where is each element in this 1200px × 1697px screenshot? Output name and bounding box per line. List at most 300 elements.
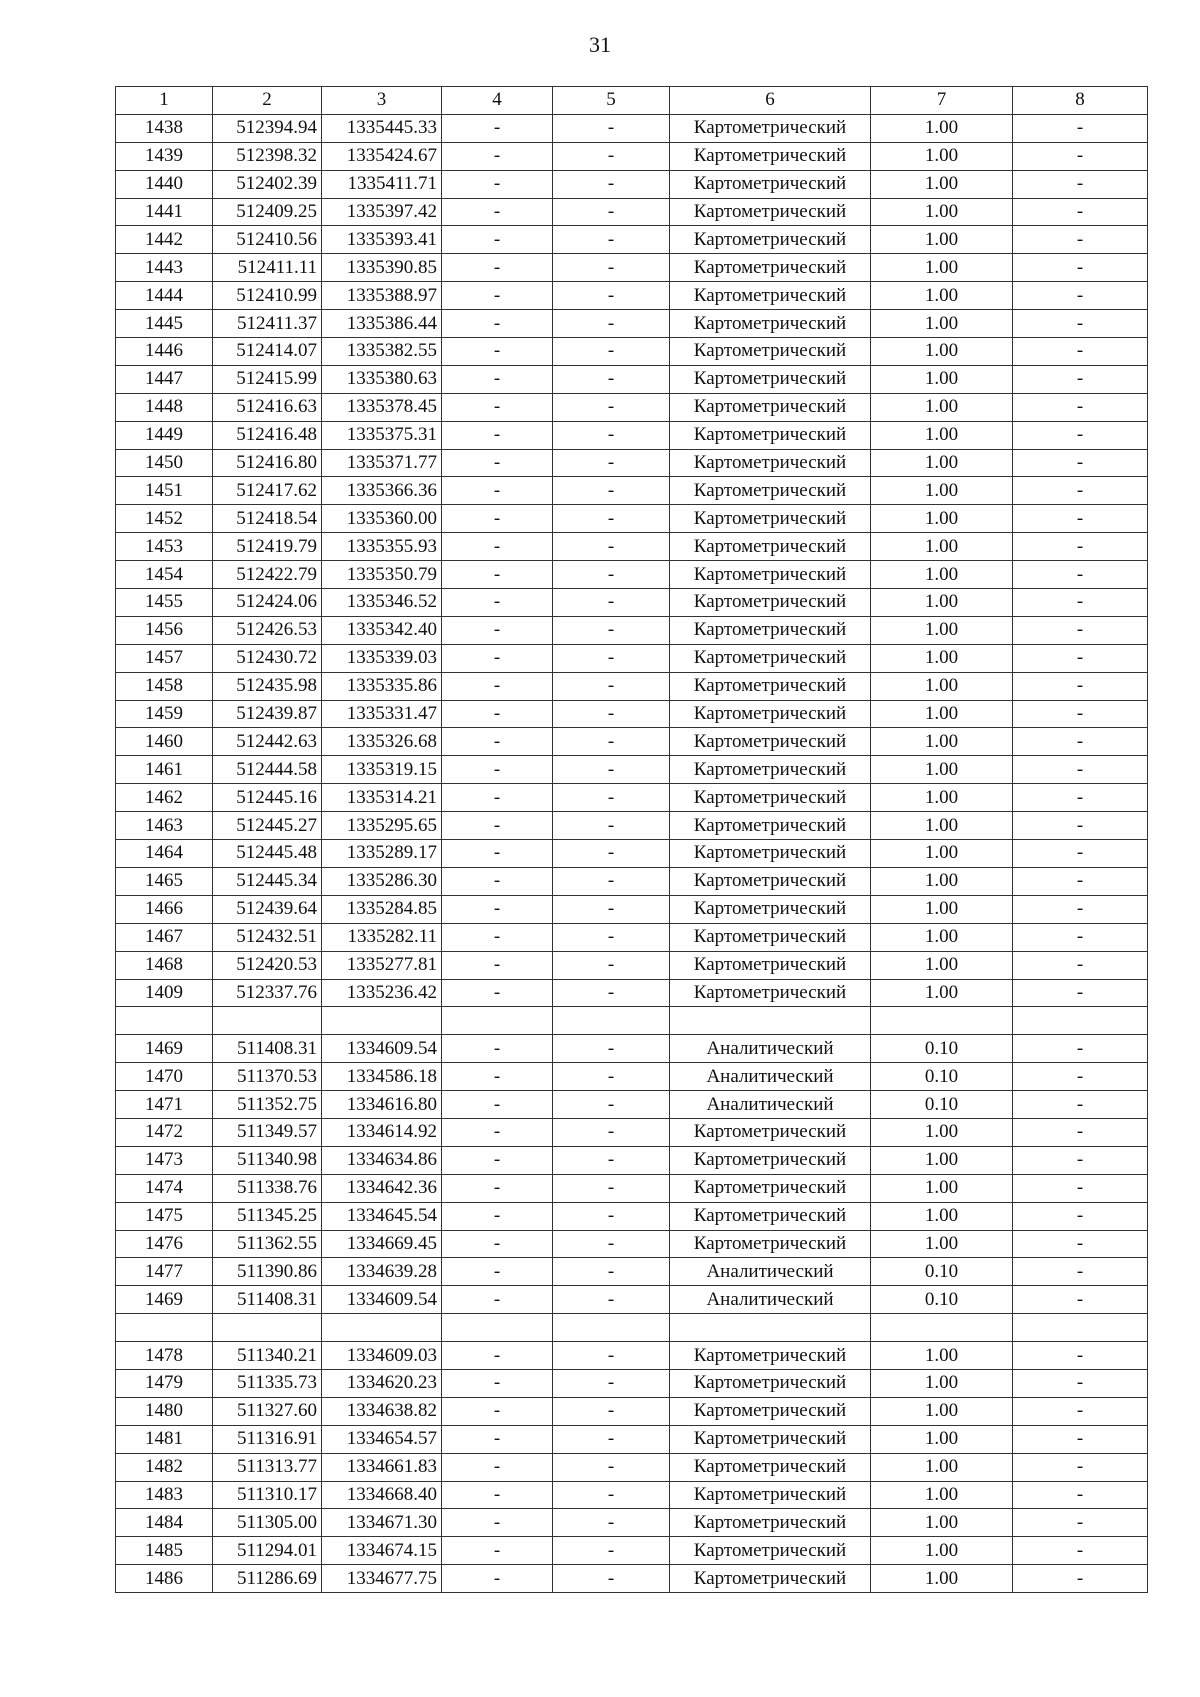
accuracy-cell: 0.10 <box>871 1091 1013 1119</box>
table-row <box>116 1035 1148 1063</box>
point-number-cell: 1447 <box>116 365 213 393</box>
point-number-cell: 1448 <box>116 393 213 421</box>
point-number-cell: 1475 <box>116 1202 213 1230</box>
method-cell: Картометрический <box>670 1537 871 1565</box>
col8-cell: - <box>1013 672 1148 700</box>
table-row <box>116 756 1148 784</box>
y-coordinate-cell: 1335284.85 <box>322 895 442 923</box>
col4-cell: - <box>442 1425 553 1453</box>
col5-cell: - <box>553 1565 670 1593</box>
col5-cell: - <box>553 114 670 142</box>
point-number-cell: 1449 <box>116 421 213 449</box>
table-row <box>116 533 1148 561</box>
col5-cell: - <box>553 784 670 812</box>
method-cell: Картометрический <box>670 282 871 310</box>
y-coordinate-cell: 1335366.36 <box>322 477 442 505</box>
column-header: 1 <box>116 87 213 115</box>
point-number-cell: 1460 <box>116 728 213 756</box>
point-number-cell <box>116 1314 213 1342</box>
x-coordinate-cell: 512415.99 <box>213 365 322 393</box>
table-row <box>116 1258 1148 1286</box>
col8-cell: - <box>1013 589 1148 617</box>
col5-cell: - <box>553 1537 670 1565</box>
col8-cell: - <box>1013 1481 1148 1509</box>
y-coordinate-cell: 1334677.75 <box>322 1565 442 1593</box>
method-cell <box>670 1314 871 1342</box>
y-coordinate-cell: 1335397.42 <box>322 198 442 226</box>
y-coordinate-cell: 1334669.45 <box>322 1230 442 1258</box>
x-coordinate-cell: 512430.72 <box>213 644 322 672</box>
point-number-cell: 1454 <box>116 561 213 589</box>
col5-cell: - <box>553 505 670 533</box>
method-cell: Картометрический <box>670 449 871 477</box>
accuracy-cell: 1.00 <box>871 505 1013 533</box>
col4-cell: - <box>442 1091 553 1119</box>
y-coordinate-cell: 1334609.54 <box>322 1035 442 1063</box>
accuracy-cell: 1.00 <box>871 756 1013 784</box>
x-coordinate-cell: 512426.53 <box>213 616 322 644</box>
method-cell: Картометрический <box>670 1202 871 1230</box>
col8-cell: - <box>1013 393 1148 421</box>
point-number-cell: 1459 <box>116 700 213 728</box>
table-row <box>116 505 1148 533</box>
point-number-cell: 1472 <box>116 1118 213 1146</box>
table-header-row <box>116 87 1148 115</box>
x-coordinate-cell: 512444.58 <box>213 756 322 784</box>
col8-cell: - <box>1013 1397 1148 1425</box>
table-row <box>116 1146 1148 1174</box>
col5-cell: - <box>553 1091 670 1119</box>
y-coordinate-cell: 1334674.15 <box>322 1537 442 1565</box>
col4-cell: - <box>442 1369 553 1397</box>
col8-cell: - <box>1013 895 1148 923</box>
method-cell: Картометрический <box>670 812 871 840</box>
table-row <box>116 310 1148 338</box>
col8-cell: - <box>1013 644 1148 672</box>
method-cell: Картометрический <box>670 756 871 784</box>
col5-cell: - <box>553 170 670 198</box>
col5-cell: - <box>553 1509 670 1537</box>
col5-cell: - <box>553 951 670 979</box>
point-number-cell: 1471 <box>116 1091 213 1119</box>
col8-cell: - <box>1013 505 1148 533</box>
point-number-cell: 1479 <box>116 1369 213 1397</box>
point-number-cell: 1469 <box>116 1286 213 1314</box>
column-header: 8 <box>1013 87 1148 115</box>
table-row <box>116 226 1148 254</box>
x-coordinate-cell: 512419.79 <box>213 533 322 561</box>
point-number-cell: 1468 <box>116 951 213 979</box>
accuracy-cell: 1.00 <box>871 979 1013 1007</box>
point-number-cell: 1452 <box>116 505 213 533</box>
table-row <box>116 1509 1148 1537</box>
point-number-cell: 1458 <box>116 672 213 700</box>
accuracy-cell: 1.00 <box>871 951 1013 979</box>
x-coordinate-cell: 511408.31 <box>213 1286 322 1314</box>
y-coordinate-cell: 1334668.40 <box>322 1481 442 1509</box>
point-number-cell: 1481 <box>116 1425 213 1453</box>
point-number-cell: 1464 <box>116 840 213 868</box>
col8-cell: - <box>1013 1174 1148 1202</box>
x-coordinate-cell: 512416.63 <box>213 393 322 421</box>
table-row <box>116 449 1148 477</box>
col5-cell: - <box>553 365 670 393</box>
accuracy-cell: 1.00 <box>871 282 1013 310</box>
accuracy-cell: 1.00 <box>871 589 1013 617</box>
method-cell: Картометрический <box>670 365 871 393</box>
point-number-cell: 1438 <box>116 114 213 142</box>
accuracy-cell: 1.00 <box>871 114 1013 142</box>
col5-cell: - <box>553 142 670 170</box>
accuracy-cell: 0.10 <box>871 1035 1013 1063</box>
table-row <box>116 142 1148 170</box>
point-number-cell: 1461 <box>116 756 213 784</box>
col8-cell: - <box>1013 840 1148 868</box>
y-coordinate-cell: 1335236.42 <box>322 979 442 1007</box>
col5-cell: - <box>553 449 670 477</box>
accuracy-cell: 1.00 <box>871 170 1013 198</box>
method-cell: Картометрический <box>670 393 871 421</box>
x-coordinate-cell: 511362.55 <box>213 1230 322 1258</box>
table-row <box>116 393 1148 421</box>
col5-cell: - <box>553 867 670 895</box>
table-row <box>116 1063 1148 1091</box>
accuracy-cell: 0.10 <box>871 1286 1013 1314</box>
col8-cell: - <box>1013 700 1148 728</box>
accuracy-cell: 1.00 <box>871 561 1013 589</box>
table-row <box>116 1537 1148 1565</box>
x-coordinate-cell: 512402.39 <box>213 170 322 198</box>
point-number-cell: 1409 <box>116 979 213 1007</box>
col4-cell: - <box>442 951 553 979</box>
accuracy-cell: 1.00 <box>871 365 1013 393</box>
method-cell: Картометрический <box>670 784 871 812</box>
point-number-cell: 1473 <box>116 1146 213 1174</box>
x-coordinate-cell: 512445.48 <box>213 840 322 868</box>
col8-cell: - <box>1013 1202 1148 1230</box>
col5-cell: - <box>553 1230 670 1258</box>
col8-cell: - <box>1013 1537 1148 1565</box>
col8-cell: - <box>1013 142 1148 170</box>
table-row <box>116 1481 1148 1509</box>
col4-cell: - <box>442 756 553 784</box>
x-coordinate-cell: 511338.76 <box>213 1174 322 1202</box>
accuracy-cell: 1.00 <box>871 477 1013 505</box>
table-row <box>116 561 1148 589</box>
method-cell: Картометрический <box>670 951 871 979</box>
x-coordinate-cell: 512418.54 <box>213 505 322 533</box>
col4-cell: - <box>442 1146 553 1174</box>
col8-cell: - <box>1013 561 1148 589</box>
method-cell: Аналитический <box>670 1063 871 1091</box>
col8-cell: - <box>1013 114 1148 142</box>
table-row <box>116 1174 1148 1202</box>
x-coordinate-cell: 511390.86 <box>213 1258 322 1286</box>
table-row <box>116 1202 1148 1230</box>
table-row <box>116 1118 1148 1146</box>
table-row <box>116 700 1148 728</box>
point-number-cell: 1477 <box>116 1258 213 1286</box>
x-coordinate-cell: 511340.21 <box>213 1342 322 1370</box>
accuracy-cell: 1.00 <box>871 533 1013 561</box>
accuracy-cell: 1.00 <box>871 616 1013 644</box>
method-cell: Картометрический <box>670 1342 871 1370</box>
table-row <box>116 1342 1148 1370</box>
y-coordinate-cell: 1335380.63 <box>322 365 442 393</box>
x-coordinate-cell: 512411.11 <box>213 254 322 282</box>
col4-cell: - <box>442 254 553 282</box>
col4-cell: - <box>442 477 553 505</box>
col4-cell: - <box>442 338 553 366</box>
x-coordinate-cell: 512435.98 <box>213 672 322 700</box>
col5-cell: - <box>553 1146 670 1174</box>
method-cell: Картометрический <box>670 561 871 589</box>
accuracy-cell: 1.00 <box>871 142 1013 170</box>
col4-cell: - <box>442 198 553 226</box>
point-number-cell: 1440 <box>116 170 213 198</box>
method-cell: Картометрический <box>670 616 871 644</box>
col4-cell: - <box>442 1230 553 1258</box>
accuracy-cell: 1.00 <box>871 1425 1013 1453</box>
col4-cell: - <box>442 393 553 421</box>
col4-cell <box>442 1314 553 1342</box>
y-coordinate-cell: 1334638.82 <box>322 1397 442 1425</box>
col5-cell: - <box>553 700 670 728</box>
col8-cell: - <box>1013 1342 1148 1370</box>
point-number-cell: 1462 <box>116 784 213 812</box>
y-coordinate-cell: 1334609.03 <box>322 1342 442 1370</box>
method-cell: Аналитический <box>670 1286 871 1314</box>
column-header: 6 <box>670 87 871 115</box>
column-header: 5 <box>553 87 670 115</box>
point-number-cell: 1457 <box>116 644 213 672</box>
col5-cell: - <box>553 1342 670 1370</box>
accuracy-cell <box>871 1314 1013 1342</box>
y-coordinate-cell: 1335335.86 <box>322 672 442 700</box>
accuracy-cell: 1.00 <box>871 1453 1013 1481</box>
table-row <box>116 895 1148 923</box>
col5-cell: - <box>553 616 670 644</box>
col8-cell: - <box>1013 951 1148 979</box>
table-row <box>116 1314 1148 1342</box>
accuracy-cell: 1.00 <box>871 449 1013 477</box>
method-cell: Картометрический <box>670 1565 871 1593</box>
point-number-cell: 1474 <box>116 1174 213 1202</box>
col4-cell: - <box>442 1035 553 1063</box>
col8-cell: - <box>1013 226 1148 254</box>
accuracy-cell <box>871 1007 1013 1035</box>
accuracy-cell: 1.00 <box>871 393 1013 421</box>
y-coordinate-cell: 1335390.85 <box>322 254 442 282</box>
method-cell: Картометрический <box>670 1174 871 1202</box>
col8-cell: - <box>1013 812 1148 840</box>
x-coordinate-cell: 511310.17 <box>213 1481 322 1509</box>
accuracy-cell: 1.00 <box>871 840 1013 868</box>
col4-cell: - <box>442 1509 553 1537</box>
table-row <box>116 784 1148 812</box>
y-coordinate-cell: 1335355.93 <box>322 533 442 561</box>
accuracy-cell: 1.00 <box>871 1509 1013 1537</box>
col8-cell: - <box>1013 421 1148 449</box>
table-row <box>116 1091 1148 1119</box>
accuracy-cell: 1.00 <box>871 1230 1013 1258</box>
x-coordinate-cell: 511294.01 <box>213 1537 322 1565</box>
col5-cell: - <box>553 1174 670 1202</box>
method-cell: Картометрический <box>670 1509 871 1537</box>
y-coordinate-cell <box>322 1314 442 1342</box>
y-coordinate-cell: 1335346.52 <box>322 589 442 617</box>
col8-cell: - <box>1013 1565 1148 1593</box>
col5-cell: - <box>553 1481 670 1509</box>
table-row <box>116 254 1148 282</box>
col4-cell: - <box>442 812 553 840</box>
method-cell: Картометрический <box>670 840 871 868</box>
point-number-cell: 1456 <box>116 616 213 644</box>
method-cell: Картометрический <box>670 421 871 449</box>
method-cell: Картометрический <box>670 198 871 226</box>
col4-cell: - <box>442 784 553 812</box>
method-cell: Картометрический <box>670 338 871 366</box>
col8-cell: - <box>1013 1118 1148 1146</box>
col4-cell: - <box>442 226 553 254</box>
x-coordinate-cell: 512409.25 <box>213 198 322 226</box>
point-number-cell: 1483 <box>116 1481 213 1509</box>
col8-cell: - <box>1013 1091 1148 1119</box>
table-row <box>116 1286 1148 1314</box>
accuracy-cell: 0.10 <box>871 1063 1013 1091</box>
method-cell: Аналитический <box>670 1258 871 1286</box>
col4-cell: - <box>442 923 553 951</box>
x-coordinate-cell: 512416.80 <box>213 449 322 477</box>
col5-cell: - <box>553 226 670 254</box>
method-cell: Картометрический <box>670 114 871 142</box>
table-row <box>116 282 1148 310</box>
col8-cell: - <box>1013 1230 1148 1258</box>
x-coordinate-cell: 512417.62 <box>213 477 322 505</box>
point-number-cell: 1466 <box>116 895 213 923</box>
x-coordinate-cell: 512416.48 <box>213 421 322 449</box>
y-coordinate-cell: 1335424.67 <box>322 142 442 170</box>
table-row <box>116 1565 1148 1593</box>
y-coordinate-cell: 1335331.47 <box>322 700 442 728</box>
accuracy-cell: 1.00 <box>871 1565 1013 1593</box>
column-header: 7 <box>871 87 1013 115</box>
col5-cell: - <box>553 477 670 505</box>
accuracy-cell: 1.00 <box>871 923 1013 951</box>
col8-cell: - <box>1013 1453 1148 1481</box>
col4-cell: - <box>442 728 553 756</box>
y-coordinate-cell: 1335388.97 <box>322 282 442 310</box>
x-coordinate-cell: 512424.06 <box>213 589 322 617</box>
table-row <box>116 1425 1148 1453</box>
col4-cell: - <box>442 1258 553 1286</box>
accuracy-cell: 1.00 <box>871 1118 1013 1146</box>
col5-cell: - <box>553 421 670 449</box>
col5-cell: - <box>553 840 670 868</box>
table-row <box>116 1230 1148 1258</box>
col8-cell: - <box>1013 338 1148 366</box>
col4-cell: - <box>442 616 553 644</box>
col5-cell <box>553 1007 670 1035</box>
x-coordinate-cell: 511370.53 <box>213 1063 322 1091</box>
y-coordinate-cell: 1334586.18 <box>322 1063 442 1091</box>
col4-cell: - <box>442 1342 553 1370</box>
y-coordinate-cell: 1335371.77 <box>322 449 442 477</box>
coordinates-table <box>115 86 1148 1593</box>
col8-cell: - <box>1013 254 1148 282</box>
x-coordinate-cell: 512398.32 <box>213 142 322 170</box>
accuracy-cell: 1.00 <box>871 1481 1013 1509</box>
method-cell: Картометрический <box>670 254 871 282</box>
col5-cell: - <box>553 1118 670 1146</box>
x-coordinate-cell: 511340.98 <box>213 1146 322 1174</box>
x-coordinate-cell: 511313.77 <box>213 1453 322 1481</box>
accuracy-cell: 1.00 <box>871 784 1013 812</box>
method-cell: Картометрический <box>670 477 871 505</box>
y-coordinate-cell: 1335295.65 <box>322 812 442 840</box>
col8-cell: - <box>1013 867 1148 895</box>
table-row <box>116 728 1148 756</box>
col5-cell: - <box>553 644 670 672</box>
accuracy-cell: 0.10 <box>871 1258 1013 1286</box>
point-number-cell: 1455 <box>116 589 213 617</box>
col4-cell: - <box>442 1565 553 1593</box>
col4-cell: - <box>442 114 553 142</box>
y-coordinate-cell: 1335386.44 <box>322 310 442 338</box>
column-header: 3 <box>322 87 442 115</box>
y-coordinate-cell: 1335319.15 <box>322 756 442 784</box>
accuracy-cell: 1.00 <box>871 1397 1013 1425</box>
col5-cell: - <box>553 1286 670 1314</box>
x-coordinate-cell: 512394.94 <box>213 114 322 142</box>
y-coordinate-cell: 1335339.03 <box>322 644 442 672</box>
y-coordinate-cell: 1335393.41 <box>322 226 442 254</box>
table-row <box>116 170 1148 198</box>
accuracy-cell: 1.00 <box>871 700 1013 728</box>
col4-cell: - <box>442 170 553 198</box>
method-cell: Картометрический <box>670 672 871 700</box>
x-coordinate-cell: 511286.69 <box>213 1565 322 1593</box>
x-coordinate-cell: 512410.99 <box>213 282 322 310</box>
method-cell: Картометрический <box>670 1230 871 1258</box>
method-cell: Аналитический <box>670 1035 871 1063</box>
col8-cell: - <box>1013 198 1148 226</box>
col4-cell: - <box>442 895 553 923</box>
x-coordinate-cell: 511335.73 <box>213 1369 322 1397</box>
accuracy-cell: 1.00 <box>871 895 1013 923</box>
table-row <box>116 644 1148 672</box>
accuracy-cell: 1.00 <box>871 1202 1013 1230</box>
table-row <box>116 589 1148 617</box>
method-cell: Картометрический <box>670 1453 871 1481</box>
col4-cell: - <box>442 867 553 895</box>
method-cell: Картометрический <box>670 142 871 170</box>
table-row <box>116 867 1148 895</box>
point-number-cell: 1470 <box>116 1063 213 1091</box>
table-row <box>116 923 1148 951</box>
col4-cell: - <box>442 282 553 310</box>
col5-cell: - <box>553 923 670 951</box>
point-number-cell: 1469 <box>116 1035 213 1063</box>
method-cell: Картометрический <box>670 728 871 756</box>
col4-cell: - <box>442 1202 553 1230</box>
y-coordinate-cell: 1334661.83 <box>322 1453 442 1481</box>
method-cell <box>670 1007 871 1035</box>
y-coordinate-cell: 1334634.86 <box>322 1146 442 1174</box>
x-coordinate-cell: 512442.63 <box>213 728 322 756</box>
x-coordinate-cell: 511305.00 <box>213 1509 322 1537</box>
y-coordinate-cell: 1335282.11 <box>322 923 442 951</box>
